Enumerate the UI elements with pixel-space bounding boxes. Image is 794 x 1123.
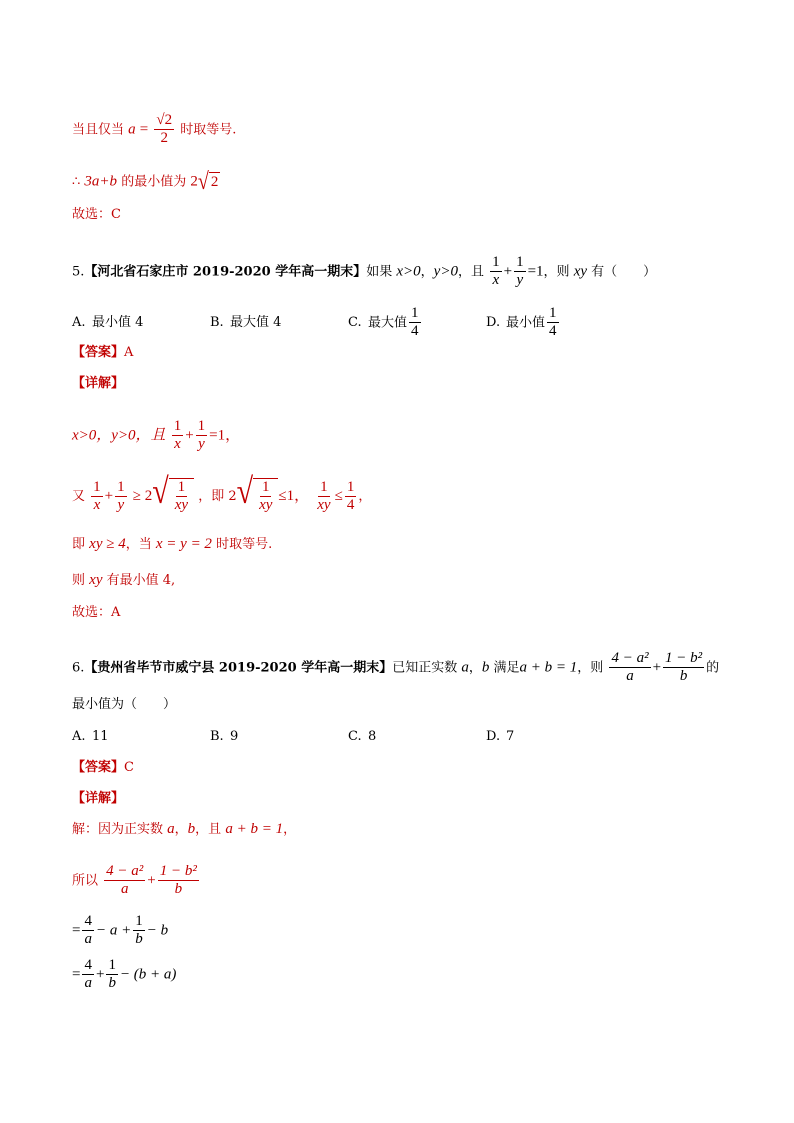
q5-detail-line-3 (72, 537, 272, 552)
fraction (173, 479, 190, 515)
numerator: 1 (547, 305, 559, 323)
fraction (196, 418, 208, 454)
min-value-line (72, 168, 220, 196)
fraction (345, 479, 357, 515)
denominator: y (516, 272, 524, 289)
text: 又 (72, 488, 86, 504)
q5-detail-tag: 【详解】 (72, 376, 125, 391)
text: 所以 (72, 873, 99, 889)
fraction-sqrt2-over-2 (154, 112, 174, 148)
radical-icon: √ (197, 168, 209, 196)
plus: + (503, 263, 513, 280)
option-label: C. (348, 315, 362, 331)
denominator: 2 (160, 130, 169, 147)
numerator: 4 (82, 913, 94, 931)
text: 时取等号. (180, 122, 237, 138)
sqrt-fraction (236, 471, 279, 515)
q6-options (72, 730, 624, 743)
text: ，且 (457, 264, 484, 280)
ge-two: ≥ 2 (132, 487, 153, 504)
var-a: a (167, 821, 175, 837)
denominator: 4 (411, 323, 419, 340)
therefore-symbol: ∴ (72, 174, 81, 190)
answer-value: C (124, 760, 134, 775)
text: ， (420, 264, 434, 280)
option-text: 最小值 (506, 315, 546, 331)
option-label: B. (210, 315, 224, 331)
plus: + (652, 659, 662, 676)
q6-solution-line-3 (72, 913, 168, 949)
option-text: 11 (92, 729, 109, 744)
le-sign: ≤ (334, 487, 343, 504)
text: 满足 (493, 660, 520, 676)
option-label: A. (72, 729, 86, 744)
text: ， (468, 660, 482, 676)
denominator: x (174, 436, 181, 453)
numerator: 1 (318, 479, 330, 497)
fraction (106, 957, 118, 993)
option-a[interactable] (72, 316, 210, 329)
option-a[interactable] (72, 730, 210, 743)
fraction (172, 418, 184, 454)
var-a: a (128, 121, 136, 138)
text: 则 (72, 573, 86, 588)
equality-condition-line (72, 112, 236, 148)
fraction (82, 957, 94, 993)
fraction (490, 254, 502, 290)
var-a: a (461, 659, 469, 676)
radicand (169, 478, 194, 515)
question-number: 6. (72, 660, 85, 676)
var-xy: xy (573, 263, 588, 280)
text: ，当 (125, 537, 152, 552)
option-label: D. (486, 315, 501, 331)
denominator: x (93, 496, 101, 513)
q6-solution-line-1 (72, 822, 296, 837)
denominator: b (679, 668, 688, 685)
plus: + (185, 427, 194, 444)
fraction (115, 479, 127, 515)
text: 解：因为正实数 (72, 822, 164, 837)
condition: a + b = 1 (519, 659, 578, 676)
option-label: B. (210, 729, 224, 744)
coef: 2 (190, 173, 198, 190)
fraction (609, 650, 650, 686)
text: 即 (72, 537, 86, 552)
fraction (158, 863, 199, 899)
fraction (663, 650, 704, 686)
option-d[interactable] (486, 305, 624, 341)
question-source: 【河北省石家庄市 2019-2020 学年高一期末】 (84, 264, 367, 280)
option-text: 8 (368, 729, 377, 744)
text: ，即 2 (198, 488, 237, 504)
expr: − (b + a) (119, 966, 177, 983)
radicand (253, 478, 278, 515)
numerator: 1 (133, 913, 145, 931)
fraction (514, 254, 526, 290)
q6-solution-line-4 (72, 957, 176, 993)
denominator: b (135, 931, 143, 948)
denominator: x (492, 272, 500, 289)
option-text: 最大值 4 (230, 315, 282, 331)
option-c[interactable] (348, 730, 486, 743)
option-label: C. (348, 729, 362, 744)
expr: − b (146, 922, 169, 939)
numerator: 1 − b² (663, 650, 704, 668)
var-xy: xy (89, 572, 103, 588)
text: ， (174, 822, 188, 837)
option-text: 最大值 (368, 315, 408, 331)
fraction (133, 913, 145, 949)
fraction (91, 479, 103, 515)
q5-answer (72, 346, 133, 359)
text: x>0，y>0，且 (72, 427, 166, 444)
text: 时取等号. (216, 537, 273, 552)
text: 如果 (366, 264, 393, 280)
option-b[interactable] (210, 730, 348, 743)
text: ，则 (577, 660, 604, 676)
radical-icon: √ (152, 471, 169, 512)
numerator: 1 (196, 418, 208, 436)
eq-one: =1， (209, 427, 241, 444)
q5-detail-line-4 (72, 573, 175, 588)
option-text: 7 (506, 729, 515, 744)
numerator: 1 (106, 957, 118, 975)
numerator: 1 (409, 305, 421, 323)
radicand: 2 (210, 174, 219, 190)
denominator: xy (174, 497, 189, 514)
text: 当且仅当 (72, 122, 125, 138)
q5-choice: 故选：A (72, 605, 121, 620)
expr: 3a+b (84, 173, 118, 190)
text: ， (283, 822, 297, 837)
option-text: 最小值 4 (92, 315, 144, 331)
text: ， (358, 488, 372, 504)
q6-stem-2: 最小值为（ ） (72, 697, 177, 712)
option-b[interactable] (210, 316, 348, 329)
denominator: xy (259, 497, 273, 514)
q5-detail-line-1 (72, 418, 240, 454)
option-text: 9 (230, 729, 239, 744)
fraction (409, 305, 421, 341)
q6-stem (72, 650, 719, 686)
eq-one: =1 (527, 263, 544, 280)
answer-tag: 【答案】 (72, 345, 125, 360)
option-c[interactable] (348, 305, 486, 341)
choice-line: 故选：C (72, 207, 121, 222)
var-b: b (187, 821, 196, 837)
inequality: xy ≥ 4 (89, 536, 126, 552)
numerator: √2 (154, 112, 174, 130)
fraction (315, 479, 332, 515)
answer-value: A (124, 345, 134, 360)
answer-tag: 【答案】 (72, 760, 125, 775)
text: 的 (706, 660, 720, 676)
q5-options (72, 305, 624, 341)
text: 的最小值为 (121, 174, 187, 190)
sqrt-fraction (152, 471, 194, 515)
text: ，且 (195, 822, 222, 837)
radical-icon: √ (236, 471, 254, 512)
text: 已知正实数 (392, 660, 458, 676)
denominator: a (120, 881, 129, 898)
q6-detail-tag: 【详解】 (72, 791, 125, 806)
numerator: 1 (490, 254, 502, 272)
denominator: a (84, 931, 92, 948)
denominator: a (84, 975, 92, 992)
expr: − a + (95, 922, 132, 939)
cond-y: y>0 (433, 263, 458, 280)
text: 有最小值 4, (106, 573, 176, 588)
option-label: D. (486, 729, 501, 744)
numerator: 4 − a² (609, 650, 650, 668)
numerator: 1 (345, 479, 357, 497)
equation: x = y = 2 (155, 536, 212, 552)
q5-detail-line-2 (72, 471, 372, 515)
question-number: 5. (72, 264, 85, 280)
q6-solution-line-2 (72, 863, 201, 899)
numerator: 1 (115, 479, 127, 497)
text: 有（ ） (591, 264, 657, 280)
sqrt-2 (197, 168, 220, 196)
eq-sign: = (139, 121, 149, 138)
condition: a + b = 1 (225, 821, 284, 837)
denominator: y (117, 496, 125, 513)
text: ，则 (543, 264, 570, 280)
denominator: y (198, 436, 205, 453)
denominator: b (108, 975, 116, 992)
numerator: 1 − b² (158, 863, 199, 881)
numerator: 4 − a² (104, 863, 145, 881)
denominator: 4 (549, 323, 557, 340)
plus: + (104, 487, 114, 504)
var-b: b (481, 659, 490, 676)
fraction (104, 863, 145, 899)
numerator: 1 (176, 479, 188, 497)
le-one: ≤1， (278, 487, 310, 504)
option-d[interactable] (486, 730, 624, 743)
denominator: xy (317, 496, 331, 513)
q5-stem (72, 254, 656, 290)
denominator: b (174, 881, 183, 898)
fraction (547, 305, 559, 341)
numerator: 1 (172, 418, 184, 436)
q6-answer (72, 761, 134, 774)
fraction (82, 913, 94, 949)
denominator: a (626, 668, 634, 685)
question-source: 【贵州省毕节市威宁县 2019-2020 学年高一期末】 (84, 660, 393, 676)
eq-sign: = (72, 922, 81, 939)
option-label: A. (72, 315, 86, 331)
fraction (257, 479, 274, 515)
plus: + (95, 966, 105, 983)
plus: + (147, 872, 156, 889)
eq-sign: = (72, 966, 81, 983)
numerator: 1 (514, 254, 526, 272)
numerator: 1 (91, 479, 103, 497)
numerator: 1 (260, 479, 272, 497)
numerator: 4 (82, 957, 94, 975)
denominator: 4 (346, 496, 355, 513)
cond-x: x>0 (396, 263, 421, 280)
